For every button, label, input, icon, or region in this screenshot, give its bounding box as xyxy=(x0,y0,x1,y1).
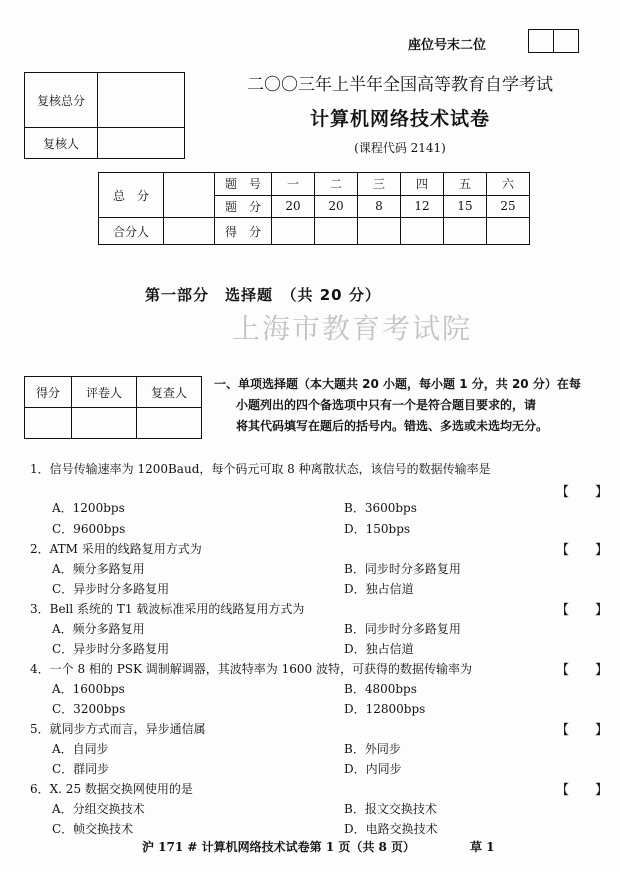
section-title: 第一部分 选择题 （共 20 分） xyxy=(145,286,381,304)
option-a: A．1600bps xyxy=(52,682,125,696)
scorer-cell[interactable] xyxy=(164,218,215,245)
paper-title: 计算机网络技术试卷 xyxy=(309,108,490,130)
question-stem: 6．X. 25 数据交换网使用的是 xyxy=(30,782,193,796)
option-b: B．同步时分多路复用 xyxy=(344,562,461,576)
question-number: 四 xyxy=(401,173,444,196)
question-number-label: 题 号 xyxy=(215,173,272,196)
option-d: D．独占信道 xyxy=(344,582,414,596)
option-a: A．自同步 xyxy=(52,742,109,756)
answer-bracket[interactable]: 【 】 xyxy=(556,543,609,558)
option-d: D．150bps xyxy=(344,522,411,536)
got-score-cell[interactable] xyxy=(272,218,315,245)
got-score-cell[interactable] xyxy=(444,218,487,245)
reviewer-cell[interactable] xyxy=(98,128,185,159)
exam-title: 二〇〇三年上半年全国高等教育自学考试 xyxy=(247,75,553,95)
answer-bracket[interactable]: 【 】 xyxy=(556,663,609,678)
total-label: 总 分 xyxy=(99,173,164,218)
review-box xyxy=(24,72,185,159)
option-c: C．异步时分多路复用 xyxy=(52,582,170,596)
question-stem: 2．ATM 采用的线路复用方式为 xyxy=(30,542,202,556)
question-number: 六 xyxy=(487,173,530,196)
question-score: 20 xyxy=(272,195,315,218)
grader-score-cell[interactable] xyxy=(25,408,72,439)
got-score-cell[interactable] xyxy=(401,218,444,245)
option-b: B．报文交换技术 xyxy=(344,802,437,816)
total-cell[interactable] xyxy=(164,173,215,218)
question-stem: 4．一个 8 相的 PSK 调制解调器，其波特率为 1600 波特，可获得的数据传输率为 xyxy=(30,662,472,676)
draft-label: 草 1 xyxy=(470,840,495,854)
option-c: C．异步时分多路复用 xyxy=(52,642,170,656)
answer-bracket[interactable]: 【 】 xyxy=(556,485,609,500)
question-score: 8 xyxy=(358,195,401,218)
option-b: B．4800bps xyxy=(344,682,417,696)
answer-bracket[interactable]: 【 】 xyxy=(556,783,609,798)
option-a: A．频分多路复用 xyxy=(52,622,145,636)
question-number: 二 xyxy=(315,173,358,196)
question-stem: 3．Bell 系统的 T1 载波标准采用的线路复用方式为 xyxy=(30,602,305,616)
option-c: C．3200bps xyxy=(52,702,126,716)
page-footer: 沪 171 # 计算机网络技术试卷第 1 页（共 8 页） xyxy=(142,840,416,854)
got-score-cell[interactable] xyxy=(315,218,358,245)
grader-header: 评卷人 xyxy=(72,377,137,408)
instructions-line: 一、单项选择题（本大题共 20 小题，每小题 1 分，共 20 分）在每 xyxy=(214,377,581,391)
instructions-line: 将其代码填写在题后的括号内。错选、多选或未选均无分。 xyxy=(236,419,549,433)
answer-bracket[interactable]: 【 】 xyxy=(556,603,609,618)
seat-number-label: 座位号末二位 xyxy=(408,38,487,53)
question-score: 25 xyxy=(487,195,530,218)
option-b: B．3600bps xyxy=(344,501,417,515)
review-total-label: 复核总分 xyxy=(25,73,98,128)
seat-number-boxes[interactable] xyxy=(528,29,579,53)
question-score-label: 题 分 xyxy=(215,195,272,218)
question-number: 五 xyxy=(444,173,487,196)
question-score: 20 xyxy=(315,195,358,218)
question-stem: 1．信号传输速率为 1200Baud，每个码元可取 8 种离散状态，该信号的数据传输率是 xyxy=(30,462,491,476)
answer-bracket[interactable]: 【 】 xyxy=(556,723,609,738)
option-d: D．内同步 xyxy=(344,762,402,776)
grader-table xyxy=(24,376,202,439)
checker-header: 复查人 xyxy=(137,377,202,408)
watermark: 上海市教育考试院 xyxy=(232,312,473,345)
option-a: A．分组交换技术 xyxy=(52,802,145,816)
option-a: A．频分多路复用 xyxy=(52,562,145,576)
question-number: 三 xyxy=(358,173,401,196)
question-stem: 5．就同步方式而言，异步通信属 xyxy=(30,722,206,736)
checker-cell[interactable] xyxy=(137,408,202,439)
option-c: C．9600bps xyxy=(52,522,126,536)
option-b: B．同步时分多路复用 xyxy=(344,622,461,636)
grader-score-header: 得分 xyxy=(25,377,72,408)
option-c: C．群同步 xyxy=(52,762,110,776)
instructions-line: 小题列出的四个备选项中只有一个是符合题目要求的，请 xyxy=(236,398,537,412)
option-d: D．12800bps xyxy=(344,702,426,716)
got-score-cell[interactable] xyxy=(487,218,530,245)
reviewer-label: 复核人 xyxy=(25,128,98,159)
got-score-label: 得 分 xyxy=(215,218,272,245)
option-c: C．帧交换技术 xyxy=(52,822,134,836)
got-score-cell[interactable] xyxy=(358,218,401,245)
instructions xyxy=(214,374,581,437)
question-score: 15 xyxy=(444,195,487,218)
option-b: B．外同步 xyxy=(344,742,401,756)
course-code: (课程代码 2141) xyxy=(354,141,446,155)
question-score: 12 xyxy=(401,195,444,218)
scorer-label: 合分人 xyxy=(99,218,164,245)
question-number: 一 xyxy=(272,173,315,196)
grader-cell[interactable] xyxy=(72,408,137,439)
score-table xyxy=(98,172,530,245)
option-a: A．1200bps xyxy=(52,501,125,515)
review-total-cell[interactable] xyxy=(98,73,185,128)
option-d: D．电路交换技术 xyxy=(344,822,438,836)
option-d: D．独占信道 xyxy=(344,642,414,656)
